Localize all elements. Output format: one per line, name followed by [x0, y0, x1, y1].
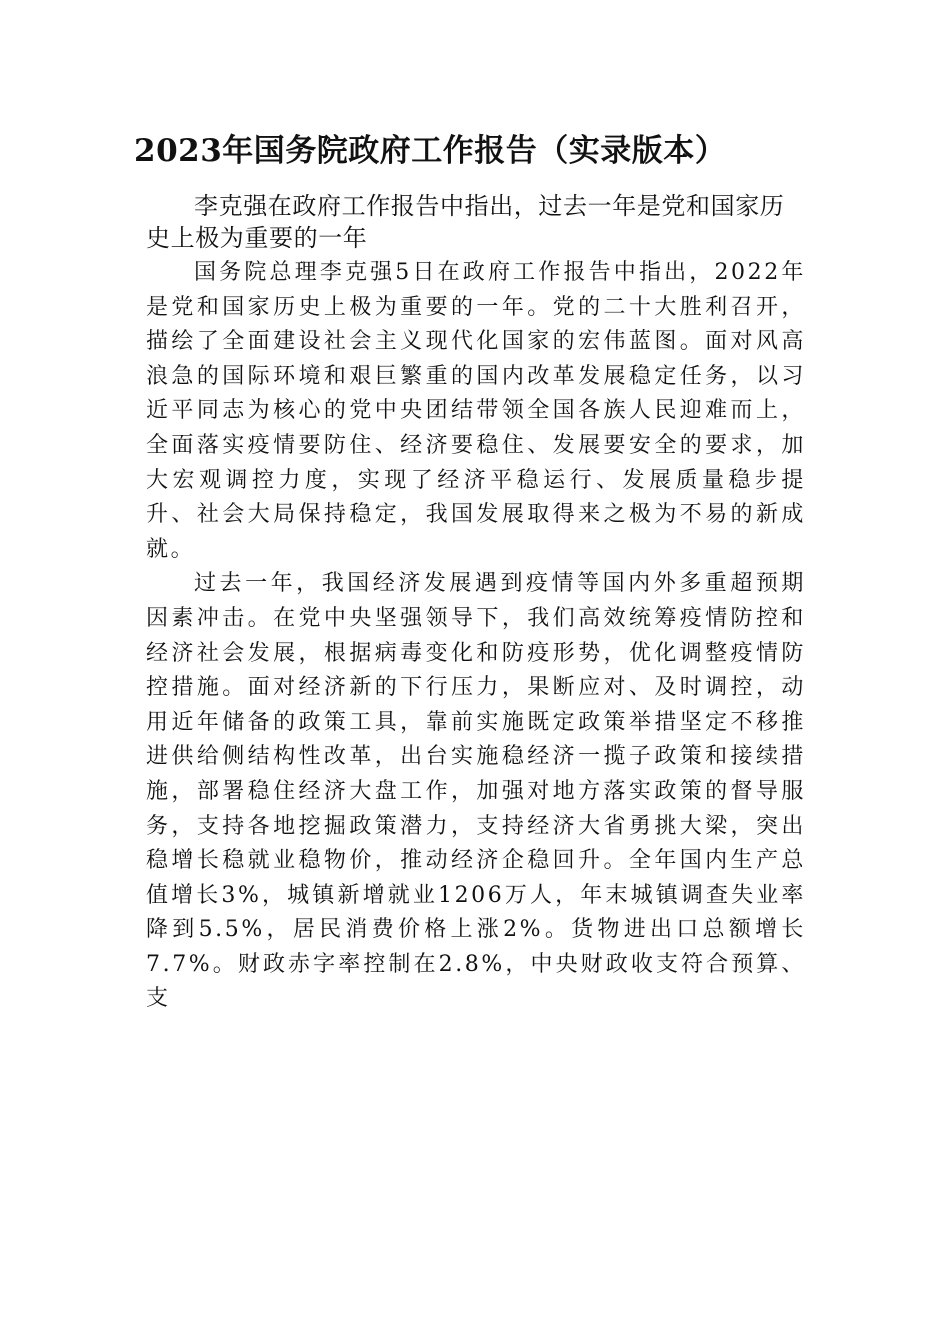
document-page [134, 126, 806, 1017]
document-title: 2023年国务院政府工作报告（实录版本） [134, 133, 727, 169]
document-subtitle: 李克强在政府工作报告中指出，过去一年是党和国家历史上极为重要的一年 [146, 192, 785, 252]
body-paragraph-2: 过去一年，我国经济发展遇到疫情等国内外多重超预期因素冲击。在党中央坚强领导下，我们高效统筹疫情防控和经济社会发展，根据病毒变化和防疫形势，优化调整疫情防控措施。面对经济新的下行压力，果断应对、及时调控，动用近年储备的政策工具，靠前实施既定政策举措坚定不移推进供给侧结构性改革，出台实施稳经济一揽子政策和接续措施，部署稳住经济大盘工作，加强对地方落实政策的督导服务，支持各地挖掘政策潜力，支持经济大省勇挑大梁，突出稳增长稳就业稳物价，推动经济企稳回升。全年国内生产总值增长3%，城镇新增就业1206万人，年末城镇调查失业率降到5.5%，居民消费价格上涨2%。货物进出口总额增长7.7%。财政赤字率控制在2.8%，中央财政收支符合预算、支 [146, 571, 806, 1012]
body-paragraph-1: 国务院总理李克强5日在政府工作报告中指出，2022年是党和国家历史上极为重要的一年。党的二十大胜利召开，描绘了全面建设社会主义现代化国家的宏伟蓝图。面对风高浪急的国际环境和艰巨繁重的国内改革发展稳定任务，以习近平同志为核心的党中央团结带领全国各族人民迎难而上，全面落实疫情要防住、经济要稳住、发展要安全的要求，加大宏观调控力度，实现了经济平稳运行、发展质量稳步提升、社会大局保持稳定，我国发展取得来之极为不易的新成就。 [146, 260, 806, 562]
